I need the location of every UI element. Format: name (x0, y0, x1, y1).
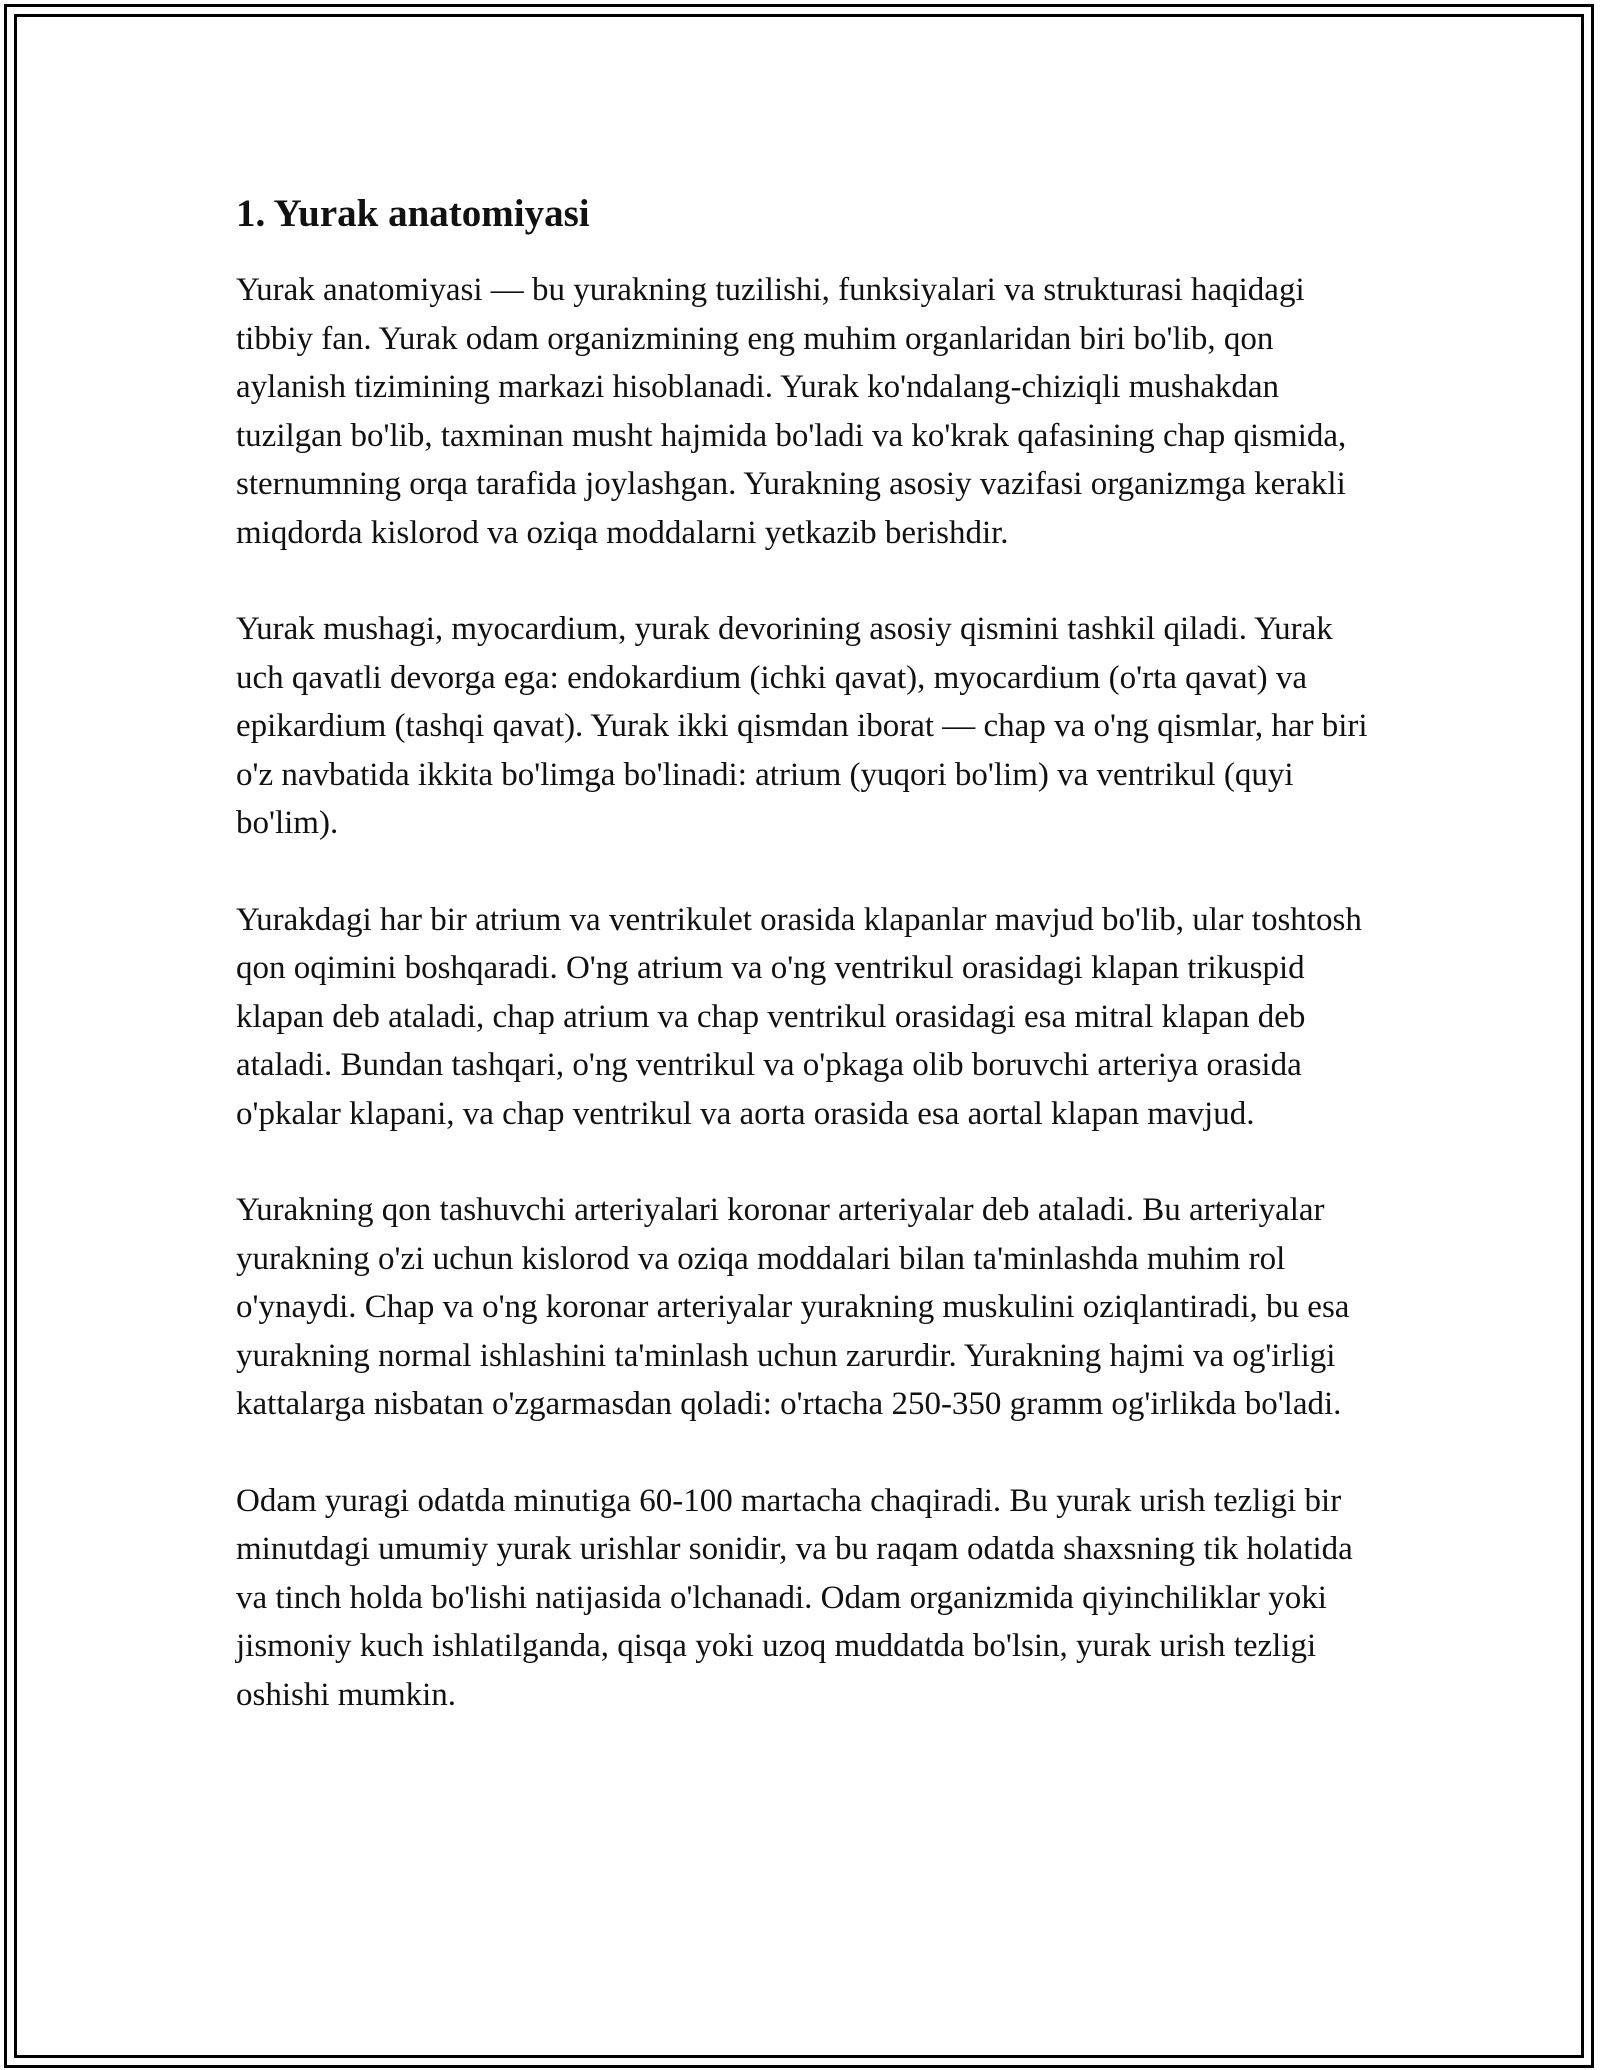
paragraph-5: Odam yuragi odatda minutiga 60-100 martacha chaqiradi. Bu yurak urish tezligi bir minutdagi umumiy yurak urishlar sonidir, va bu raqam odatda shaxsning tik holatida va tinch holda bo'lishi natijasida o'lchanadi. Odam organizmida qiyinchiliklar yoki jismoniy kuch ishlatilganda, qisqa yoki uzoq muddatda bo'lsin, yurak urish tezligi oshishi mumkin. (236, 1482, 1353, 1713)
paragraph-1: Yurak anatomiyasi — bu yurakning tuzilishi, funksiyalari va strukturasi haqidagi tibbiy fan. Yurak odam organizmining eng muhim organlaridan biri bo'lib, qon aylanish tizimining markazi hisoblanadi. Yurak ko'ndalang-chiziqli mushakdan tuzilgan bo'lib, taxminan musht hajmida bo'ladi va ko'krak qafasining chap qismida, sternumning orqa tarafida joylashgan. Yurakning asosiy vazifasi organizmga kerakli miqdorda kislorod va oziqa moddalarni yetkazib berishdir. (236, 272, 1347, 551)
section-heading: 1. Yurak anatomiyasi (236, 192, 590, 235)
paragraph-4: Yurakning qon tashuvchi arteriyalari koronar arteriyalar deb ataladi. Bu arteriyalar yurakning o'zi uchun kislorod va oziqa moddalari bilan ta'minlashda muhim rol o'ynaydi. Chap va o'ng koronar arteriyalar yurakning muskulini oziqlantiradi, bu esa yurakning normal ishlashini ta'minlash uchun zarurdir. Yurakning hajmi va og'irligi kattalarga nisbatan o'zgarmasdan qoladi: o'rtacha 250-350 gramm og'irlikda bo'ladi. (236, 1192, 1350, 1422)
paragraph-3: Yurakdagi har bir atrium va ventrikulet orasida klapanlar mavjud bo'lib, ular toshtosh qon oqimini boshqaradi. O'ng atrium va o'ng ventrikul orasidagi klapan trikuspid klapan deb ataladi, chap atrium va chap ventrikul orasidagi esa mitral klapan deb ataladi. Bundan tashqari, o'ng ventrikul va o'pkaga olib boruvchi arteriya orasida o'pkalar klapani, va chap ventrikul va aorta orasida esa aortal klapan mavjud. (236, 901, 1362, 1132)
paragraph-2: Yurak mushagi, myocardium, yurak devorining asosiy qismini tashkil qiladi. Yurak uch qavatli devorga ega: endokardium (ichki qavat), myocardium (o'rta qavat) va epikardium (tashqi qavat). Yurak ikki qismdan iborat — chap va o'ng qismlar, har biri o'z navbatida ikkita bo'limga bo'linadi: atrium (yuqori bo'lim) va ventrikul (quyi bo'lim). (236, 611, 1368, 841)
document-body (236, 182, 1376, 1719)
